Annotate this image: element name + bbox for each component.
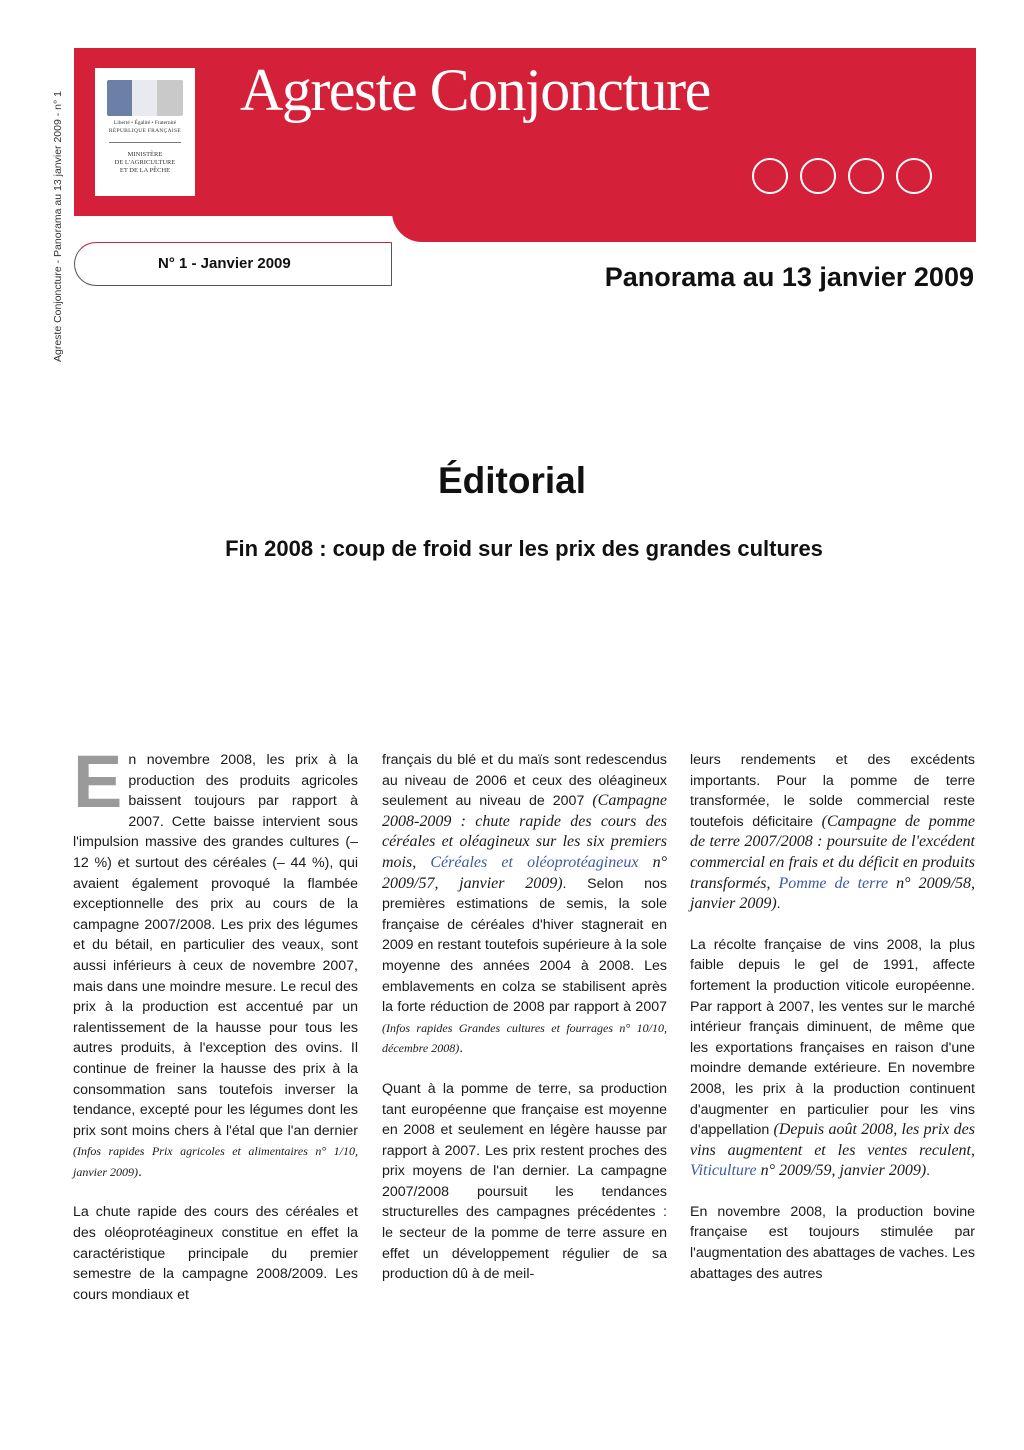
punctuation: . [926, 1163, 931, 1180]
paragraph [73, 740, 358, 1182]
reference: (Campagne 2008-2009 : chute rapide des cours des céréales et oléagineux sur les six premiers mois, [382, 792, 667, 871]
paragraph: En novembre 2008, la production bovine française est toujours stimulée par l'augmentation des abattages de vaches. Les abattages des autres [690, 1203, 975, 1282]
reference-link[interactable]: Viticulture [690, 1162, 757, 1180]
reference: (Infos rapides Prix agricoles et alimentaires n° 1/10, janvier 2009) [73, 1144, 358, 1179]
circle-icon [896, 158, 932, 194]
reference: (Infos rapides Grandes cultures et fourrages n° 10/10, décembre 2008) [382, 1020, 667, 1056]
reference-link[interactable]: Pomme de terre [778, 874, 889, 892]
panorama-date: Panorama au 13 janvier 2009 [604, 262, 974, 292]
editorial-title: Éditorial [437, 460, 587, 501]
logo-divider [109, 142, 181, 143]
paragraph-text: . Selon nos premières estimations de semis, la sole française de céréales d'hiver stagnerait en 2009 en restant toutefois supérieure à la sole moyenne des années 2004 à 2008. Les emblavements en colza se stabilisent après la forte réduction de 2008 par rapport à 2007 [382, 875, 667, 1016]
logo-republic: RÉPUBLIQUE FRANÇAISE [108, 128, 182, 134]
paragraph-text: leurs rendements et des excédents importants. Pour la pomme de terre transformée, le solde commercial reste toutefois déficitaire [690, 752, 975, 830]
paragraph-text: français du blé et du maïs sont redescendus au niveau de 2006 et ceux des oléagineux seulement au niveau de 2007 [382, 752, 667, 810]
logo-ministry-line2: DE L'AGRICULTURE [114, 159, 176, 166]
side-running-title: Agreste Conjoncture - Panorama au 13 janvier 2009 - n° 1 [52, 91, 64, 362]
article-column-2 [382, 750, 667, 1305]
issue-number: N° 1 - Janvier 2009 [158, 255, 291, 272]
paragraph [690, 935, 975, 1182]
circle-icon [752, 158, 788, 194]
article-column-1 [73, 740, 358, 1325]
publication-brand: Agreste Conjoncture [240, 57, 710, 123]
paragraph: Quant à la pomme de terre, sa production tant européenne que française est moyenne en 2008 et seulement en légère hausse par rapport à 2007. Les prix restent proches des prix moyens de l'an dernier. La campagne 2007/2008 poursuit les tendances structurelles des campagnes précédentes : le secteur de la pomme de terre assure en effet un développement régulier de sa production dû à de meil- [382, 1080, 667, 1283]
reference: (Depuis août 2008, les prix des vins augmentent et les ventes reculent, [690, 1121, 975, 1159]
reference-link[interactable]: Céréales et oléoprotéagineux [430, 853, 639, 871]
logo-ministry-line1: MINISTÈRE [127, 151, 163, 158]
punctuation: . [138, 1163, 142, 1180]
ministry-logo [95, 68, 195, 196]
logo-ministry-line3: ET DE LA PÊCHE [119, 167, 171, 174]
editorial-subtitle: Fin 2008 : coup de froid sur les prix des grandes cultures [225, 536, 823, 561]
circle-icon [848, 158, 884, 194]
paragraph [382, 750, 667, 1059]
header-banner-extension [392, 212, 976, 242]
logo-motto: Liberté • Égalité • Fraternité [113, 120, 177, 126]
reference: n° 2009/58, janvier 2009) [690, 874, 976, 913]
decorative-circles [752, 158, 932, 194]
reference: n° 2009/57, janvier 2009) [382, 853, 667, 892]
punctuation: . [776, 896, 781, 913]
reference: (Campagne de pomme de terre 2007/2008 : poursuite de l'excédent commercial en frais et du déficit en produits transformés, [690, 812, 975, 892]
marianne-logo-icon [107, 80, 183, 116]
article-column-3 [690, 750, 975, 1304]
paragraph: La chute rapide des cours des céréales et des oléoprotéagineux constitue en effet la caractéristique principale du premier semestre de la campagne 2008/2009. Les cours mondiaux et [73, 1204, 358, 1303]
reference: n° 2009/59, janvier 2009) [756, 1162, 927, 1180]
punctuation: . [459, 1040, 464, 1057]
paragraph [690, 750, 975, 915]
paragraph-text: n novembre 2008, les prix à la production des produits agricoles baissent toujours par rapport à 2007. Cette baisse intervient sous l'impulsion massive des grandes cultures (– 12 %) et surtout des céréales (– 44 %), qui avaient également provoqué la flambée exceptionnelle des prix au cours de la campagne 2007/2008. Les prix des légumes et du bétail, en particulier des veaux, sont aussi inférieurs à ceux de novembre 2007, mais dans une moindre mesure. Le recul des prix à la production est accentué par un ralentissement de la hausse pour tous les autres produits, à l'exception des ovins. Il continue de freiner la hausse des prix à la consommation sans toutefois inverser la tendance, excepté pour les légumes dont les prix sont moins chers à l'étal que l'an dernier [73, 752, 358, 1139]
circle-icon [800, 158, 836, 194]
drop-cap: E [73, 740, 123, 823]
paragraph-text: La récolte française de vins 2008, la plus faible depuis le gel de 1991, affecte fortement la production viticole européenne. Par rapport à 2007, les ventes sur le marché intérieur français diminuent, de même que les exportations françaises en raison d'une moindre demande extérieure. En novembre 2008, les prix à la production continuent d'augmenter en particulier pour les vins d'appellation [690, 936, 975, 1139]
